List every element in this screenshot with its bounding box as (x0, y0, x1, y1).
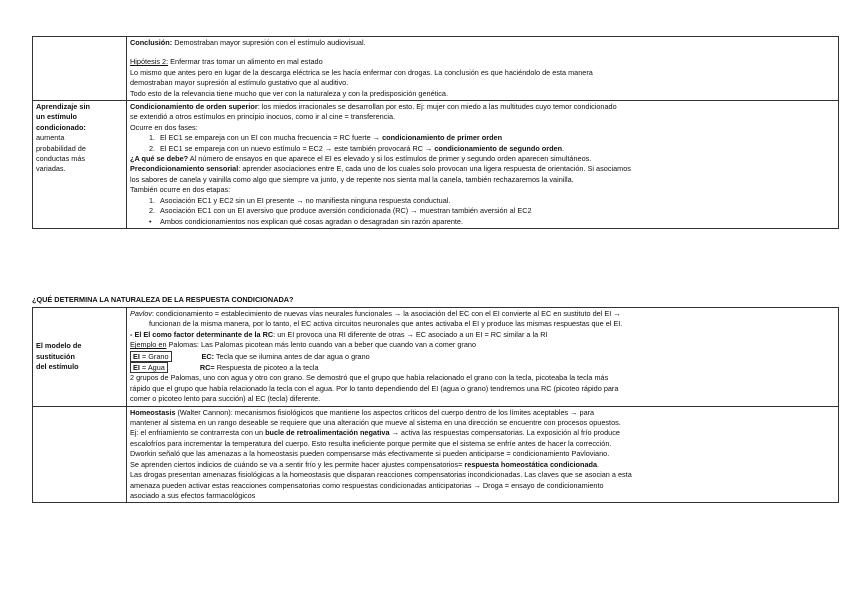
italic-label: Pavlov (130, 309, 152, 318)
bold-label: Precondicionamiento sensorial (130, 164, 239, 174)
text-span: = Grano (139, 351, 169, 361)
text-span: Tecla que se ilumina antes de dar agua o grano (214, 351, 370, 361)
text-line: los sabores de canela y vainilla como algo que siempre va junto, y de repente nos sienta mal la canela, también rechazaremos la vainilla. (130, 174, 574, 184)
text-span: = Agua (139, 363, 165, 373)
left-title-line (36, 352, 123, 362)
text-line: se extendió a otros estímulos en principio inocuos, como ir al cine = transferencia. (130, 112, 396, 122)
text-line: rápido que el grupo que había relacionado la tecla con el agua. Por lo tanto dependiendo del EI (agua o grano) tendremos una RC (picoteo rápido para (130, 383, 619, 393)
text-line: escalofríos para incrementar la temperatura del cuerpo. Esto resulta ineficiente porque permite que el sistema se enfríe antes de hacer la corrección. (130, 438, 612, 448)
text-line (130, 38, 835, 48)
item-number: 1. (149, 133, 156, 143)
text-line (130, 340, 835, 350)
text-line (130, 102, 835, 112)
item-number: 2. (149, 206, 156, 216)
text-line: También ocurre en dos etapas: (130, 185, 231, 195)
left-line: variadas. (36, 164, 66, 174)
text-span: : un EI provoca una RI diferente de otras → EC asociado a un EI = RC similar a la RI (273, 329, 548, 339)
text-span: Asociación EC1 y EC2 sin un EI presente → no manifiesta ninguna respuesta conductual. (160, 195, 451, 205)
bold-text: El modelo de (36, 341, 82, 351)
boxed-term (130, 362, 168, 373)
notes-table-1 (32, 36, 839, 229)
text-span: El EC1 se empareja con un nuevo estímulo = EC2 → este también provocará RC → (160, 143, 435, 153)
text-span: Se aprenden ciertos indicios de cuándo se va a sentir frío y les permite hacer ajustes compensatorios= (130, 459, 465, 469)
text-line (130, 164, 835, 174)
left-title-line (36, 362, 123, 372)
text-line: asociado a sus efectos farmacológicos (130, 490, 256, 500)
bullet-item (130, 217, 835, 227)
text-line: Dworkin señaló que las amenazas a la homeostasis pueden compensarse más efectivamente si pueden anticiparse = condicionamiento Pavloviano. (130, 449, 610, 459)
bold-text: bucle de retroalimentación negativa (265, 428, 390, 438)
table-row (33, 406, 839, 503)
bold-text: condicionamiento de primer orden (382, 133, 503, 143)
bold-text: respuesta homeostática condicionada (464, 459, 598, 469)
text-span: (Walter Cannon): mecanismos fisiológicos que mantiene los aspectos críticos del cuerpo dentro de los límites aceptables → para (175, 407, 595, 417)
text-line: amenaza pueden activar estas reacciones compensatorias como respuestas condicionadas anticipatorias → Droga = ensayo de condicionamiento (130, 480, 604, 490)
bold-text: RC= (199, 363, 215, 373)
bold-text: condicionado: (36, 122, 86, 132)
text-line: Todo esto de la relevancia tiene mucho que ver con la naturaleza y con la predisposición genética. (130, 88, 449, 98)
bold-label: - El El como factor determinante de la RC (130, 329, 274, 339)
text-span: Respuesta de picoteo a la tecla (214, 363, 319, 373)
text-span: Asociación EC1 con un EI aversivo que produce aversión condicionada (RC) → muestran también aversión al EC2 (160, 206, 532, 216)
bold-text: condicionamiento de segundo orden (434, 143, 563, 153)
bold-label: Homeostasis (130, 407, 176, 417)
bold-text: Aprendizaje sin (36, 102, 90, 112)
text-line (130, 408, 835, 418)
section-title: ¿QUÉ DETERMINA LA NATURALEZA DE LA RESPUESTA CONDICIONADA? (32, 295, 294, 304)
text-span: Ej: el enfriamiento se contrarresta con un (130, 428, 266, 438)
bold-text: del estímulo (36, 362, 79, 372)
bullet-icon: • (149, 216, 152, 226)
bold-label: ¿A qué se debe? (130, 154, 189, 164)
right-cell-pavlov (127, 308, 839, 407)
left-title-line (36, 341, 123, 351)
left-line: conductas más (36, 154, 86, 164)
text-line: 2 grupos de Palomas, uno con agua y otro con grano. Se demostró que el grupo que había relacionado el grano con la tecla, picoteaba la tecla más (130, 373, 609, 383)
underlined-label: Hipótesis 2: (130, 57, 169, 67)
text-line (130, 460, 835, 470)
text-line (130, 57, 835, 67)
text-span: : aprender asociaciones entre E, cada uno de los cuales solo provocan una ligera respuesta de orientación. Si asociamos (238, 164, 631, 174)
table-row (33, 101, 839, 229)
text-line: funcionan de la misma manera, por lo tanto, el EC activa circuitos neuronales que antes activaba el EI y produce las mismas respuestas que el EI. (149, 319, 623, 329)
right-cell-homeostasis (127, 406, 839, 503)
text-span: El EC1 se empareja con un EI con mucha frecuencia = RC fuerte → (160, 133, 383, 143)
left-line: aumenta (36, 133, 65, 143)
text-span: Ambos condicionamientos nos explican qué cosas agradan o desagradan sin razón aparente. (160, 216, 464, 226)
underlined-label: Ejemplo en (130, 340, 167, 350)
text-span: Al número de ensayos en que aparece el EI es elevado y si los estímulos de primer y segundo orden aparecen simultáneos. (188, 154, 592, 164)
text-line (130, 351, 835, 362)
bold-text: EI (133, 363, 140, 373)
text-span: : condicionamiento = establecimiento de nuevas vías neurales funcionales → la asociación del EC con el EI convierte al EC en sustituto del EI → (151, 309, 621, 318)
bold-text: EI (133, 351, 140, 361)
numbered-item (130, 133, 835, 143)
text-line (130, 428, 835, 438)
bold-text: EC: (201, 351, 215, 361)
text-line: Lo mismo que antes pero en lugar de la descarga eléctrica se les hacía enfermar con drogas. La conclusión es que haciéndolo de esta manera (130, 67, 593, 77)
table-row (33, 308, 839, 407)
left-cell-heading (33, 101, 127, 229)
text-line (130, 154, 835, 164)
numbered-item (130, 206, 835, 216)
right-cell-conclusion (127, 37, 839, 101)
notes-table-2 (32, 307, 839, 503)
bold-label: Conclusión: (130, 38, 173, 47)
bold-text: sustitución (36, 351, 75, 361)
text-line (130, 309, 835, 319)
left-title-line (36, 112, 123, 122)
left-cell-empty (33, 406, 127, 503)
left-cell-empty (33, 37, 127, 101)
numbered-item (130, 144, 835, 154)
text-line: Las drogas presentan amenazas fisiológicas a la homeostasis que disparan reacciones compensatorias incondicionadas. Las claves que se asocian a esta (130, 470, 632, 480)
boxed-term (130, 351, 172, 362)
spacer (130, 48, 835, 57)
bold-text: un estímulo (36, 112, 77, 122)
numbered-item (130, 196, 835, 206)
text-span: Demostraban mayor supresión con el estímulo audiovisual. (172, 38, 366, 47)
text-span: . (597, 459, 600, 469)
text-line: mantener al sistema en un rango deseable se requiere que una alteración que mueve al sistema en una dirección se encuentre con procesos opuestos. (130, 418, 621, 428)
item-number: 2. (149, 143, 156, 153)
text-span: : los miedos irracionales se desarrollan por esto. Ej: mujer con miedo a las multitudes cuyo temor condicionado (257, 102, 617, 112)
table-row (33, 37, 839, 101)
text-line (130, 362, 835, 373)
text-span: . (562, 143, 565, 153)
left-title-line (36, 102, 123, 112)
text-line: demostraban mayor supresión al estímulo gustativo que al auditivo. (130, 78, 349, 88)
left-line: probabilidad de (36, 143, 86, 153)
text-span: Enfermar tras tomar un alimento en mal estado (168, 57, 323, 67)
text-line: Ocurre en dos fases: (130, 122, 198, 132)
bold-label: Condicionamiento de orden superior (130, 102, 258, 112)
text-line (130, 330, 835, 340)
text-span: Palomas: Las Palomas picotean más lento cuando van a beber que cuando van a comer grano (166, 340, 477, 350)
right-cell-conditioning (127, 101, 839, 229)
text-span: → activa las respuestas compensatorias. La exposición al frío produce (389, 428, 620, 438)
left-title-line (36, 123, 123, 133)
text-line: comer o picoteo lento para succión) al EC (tecla) diferente. (130, 394, 321, 404)
left-cell-heading (33, 308, 127, 407)
item-number: 1. (149, 195, 156, 205)
